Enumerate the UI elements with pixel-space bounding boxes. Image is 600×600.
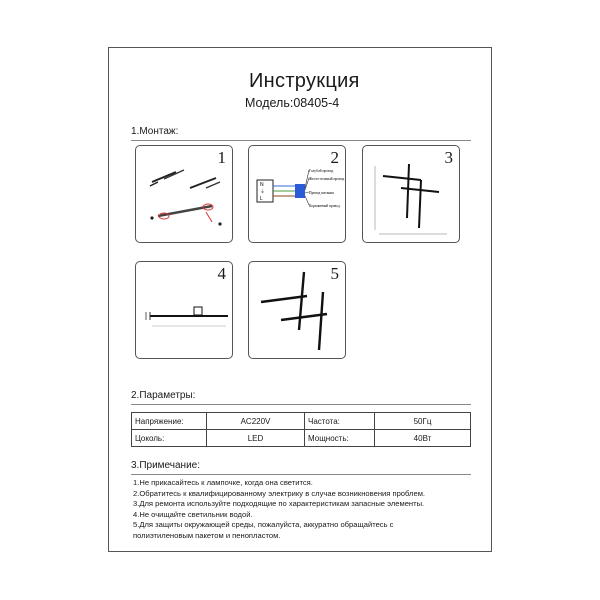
note-line: полиэтиленовым пакетом и пенопластом. [133, 530, 281, 540]
wire-label: Голубой провод [309, 169, 334, 173]
param-value: LED [207, 430, 305, 447]
section-params-heading: 2.Параметры: [131, 390, 196, 401]
param-value: AC220V [207, 413, 305, 430]
section-divider [131, 474, 471, 475]
terminal-label: ⏚ [260, 189, 266, 195]
param-label: Напряжение: [132, 413, 207, 430]
mount-step-2 [248, 145, 346, 243]
note-line: 5.Для защиты окружающей среды, пожалуйста, аккуратно обращайтесь с [133, 520, 394, 529]
step-4-side-view-drawing [136, 262, 234, 360]
note-line: 4.Не очищайте светильник водой. [133, 509, 253, 519]
section-notes-heading: 3.Примечание: [131, 460, 200, 471]
param-label: Цоколь: [132, 430, 207, 447]
section-mount-heading: 1.Монтаж: [131, 126, 179, 137]
table-row [132, 413, 471, 430]
note-line: 2.Обратитесь к квалифицированному электрику в случае возникновения проблем. [133, 488, 426, 498]
step-number: 3 [444, 148, 453, 167]
step-number: 4 [217, 264, 226, 283]
param-label: Частота: [305, 413, 375, 430]
note-line: 1.Не прикасайтесь к лампочке, когда она светится. [133, 478, 313, 487]
wire-label: Провод питания [309, 191, 334, 195]
mount-step-3 [362, 145, 460, 243]
mount-step-1 [135, 145, 233, 243]
step-number: 1 [217, 148, 226, 167]
param-label: Мощность: [305, 430, 375, 447]
mount-step-5 [248, 261, 346, 359]
param-value: 40Вт [375, 430, 471, 447]
parameters-table [131, 412, 471, 447]
terminal-label: N [260, 182, 264, 188]
param-value: 50Гц [375, 413, 471, 430]
step-number: 5 [330, 264, 339, 283]
terminal-label: L [260, 196, 263, 202]
mount-step-4 [135, 261, 233, 359]
model-number: Модель:08405-4 [245, 96, 340, 110]
section-divider [131, 404, 471, 405]
step-2-wiring-drawing [249, 146, 347, 244]
doc-title: Инструкция [249, 70, 360, 92]
step-5-assembled-drawing [249, 262, 347, 360]
step-1-drawing [136, 146, 234, 244]
step-3-dimensions-drawing [363, 146, 461, 244]
wire-label: Желто-зеленый провод [309, 177, 345, 181]
notes-list [133, 478, 478, 541]
note-line: 3.Для ремонта используйте подходящие по характеристикам запасные элементы. [133, 499, 425, 508]
section-divider [131, 140, 471, 141]
table-row [132, 430, 471, 447]
instruction-sheet [108, 47, 492, 552]
wire-label: Коричневый провод [309, 204, 340, 208]
step-number: 2 [330, 148, 339, 167]
